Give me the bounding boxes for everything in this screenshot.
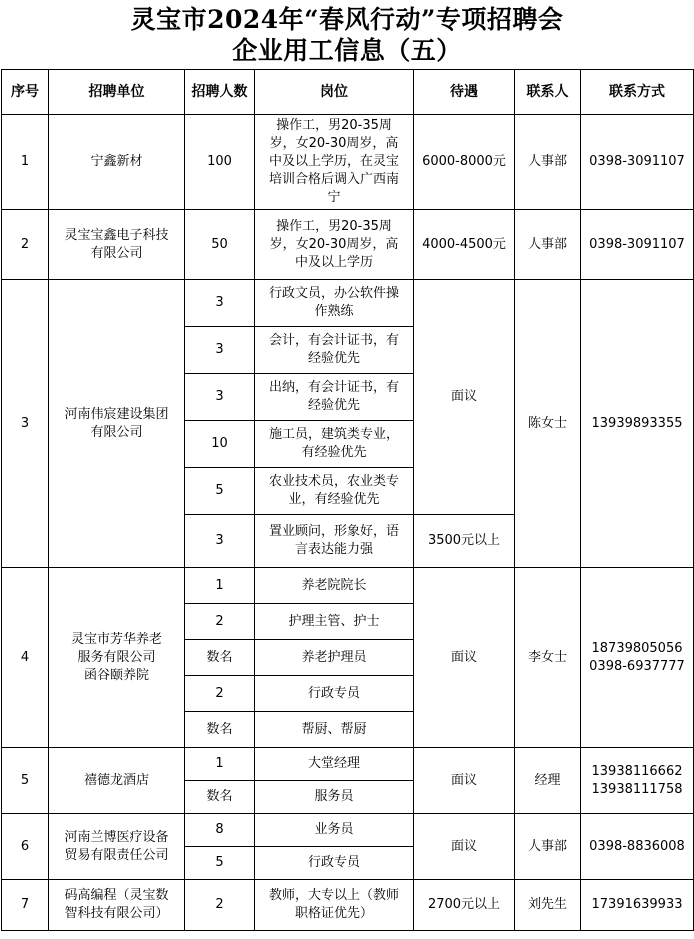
count-cell: 2: [185, 604, 255, 640]
contact-cell: 李女士: [515, 568, 581, 748]
count-cell: 2: [185, 676, 255, 712]
salary-cell: 2700元以上: [414, 880, 515, 931]
position-cell: 养老院院长: [255, 568, 414, 604]
position-cell: 行政专员: [255, 847, 414, 880]
position-cell: 操作工，男20-35周 岁，女20-30周岁，高 中及以上学历: [255, 210, 414, 280]
contact-cell: 人事部: [515, 115, 581, 210]
seq-cell: 7: [2, 880, 49, 931]
company-cell: 河南兰博医疗设备 贸易有限责任公司: [49, 814, 185, 880]
header-count: 招聘人数: [185, 70, 255, 115]
contact-cell: 刘先生: [515, 880, 581, 931]
count-cell: 2: [185, 880, 255, 931]
salary-cell: 面议: [414, 814, 515, 880]
count-cell: 1: [185, 748, 255, 781]
phone-cell: 13939893355: [581, 280, 694, 568]
count-cell: 5: [185, 468, 255, 515]
table-header-row: [2, 70, 694, 115]
count-cell: 数名: [185, 640, 255, 676]
phone-cell: 17391639933: [581, 880, 694, 931]
salary-cell: 4000-4500元: [414, 210, 515, 280]
position-cell: 置业顾问，形象好，语 言表达能力强: [255, 515, 414, 568]
table-row: [2, 568, 694, 604]
seq-cell: 6: [2, 814, 49, 880]
count-cell: 10: [185, 421, 255, 468]
position-cell: 会计，有会计证书，有 经验优先: [255, 327, 414, 374]
header-position: 岗位: [255, 70, 414, 115]
position-cell: 业务员: [255, 814, 414, 847]
table-row: [2, 210, 694, 280]
header-contact: 联系人: [515, 70, 581, 115]
position-cell: 操作工，男20-35周 岁，女20-30周岁，高 中及以上学历，在灵宝 培训合格后调入广西南 宁: [255, 115, 414, 210]
contact-cell: 人事部: [515, 210, 581, 280]
table-row: [2, 814, 694, 847]
seq-cell: 1: [2, 115, 49, 210]
company-cell: 灵宝市芳华养老 服务有限公司 函谷颐养院: [49, 568, 185, 748]
salary-cell: 3500元以上: [414, 515, 515, 568]
phone-cell: 18739805056 0398-6937777: [581, 568, 694, 748]
count-cell: 50: [185, 210, 255, 280]
header-company: 招聘单位: [49, 70, 185, 115]
count-cell: 3: [185, 515, 255, 568]
contact-cell: 经理: [515, 748, 581, 814]
count-cell: 5: [185, 847, 255, 880]
position-cell: 教师，大专以上（教师 职格证优先）: [255, 880, 414, 931]
count-cell: 100: [185, 115, 255, 210]
position-cell: 服务员: [255, 781, 414, 814]
count-cell: 3: [185, 327, 255, 374]
company-cell: 灵宝宝鑫电子科技 有限公司: [49, 210, 185, 280]
phone-cell: 13938116662 13938111758: [581, 748, 694, 814]
phone-cell: 0398-3091107: [581, 115, 694, 210]
table-row: [2, 115, 694, 210]
header-seq: 序号: [2, 70, 49, 115]
count-cell: 数名: [185, 781, 255, 814]
table-row: [2, 748, 694, 781]
recruitment-table: [1, 69, 694, 931]
table-row: [2, 280, 694, 327]
page-title: 灵宝市2024年“春风行动”专项招聘会: [130, 5, 564, 34]
salary-cell: 面议: [414, 748, 515, 814]
position-cell: 护理主管、护士: [255, 604, 414, 640]
company-cell: 禧德龙酒店: [49, 748, 185, 814]
salary-cell: 面议: [414, 280, 515, 515]
position-cell: 农业技术员，农业类专 业，有经验优先: [255, 468, 414, 515]
count-cell: 8: [185, 814, 255, 847]
contact-cell: 陈女士: [515, 280, 581, 568]
phone-cell: 0398-3091107: [581, 210, 694, 280]
count-cell: 数名: [185, 712, 255, 748]
count-cell: 1: [185, 568, 255, 604]
position-cell: 行政专员: [255, 676, 414, 712]
position-cell: 养老护理员: [255, 640, 414, 676]
seq-cell: 4: [2, 568, 49, 748]
position-cell: 出纳，有会计证书，有 经验优先: [255, 374, 414, 421]
position-cell: 行政文员，办公软件操 作熟练: [255, 280, 414, 327]
company-cell: 宁鑫新材: [49, 115, 185, 210]
contact-cell: 人事部: [515, 814, 581, 880]
position-cell: 施工员，建筑类专业， 有经验优先: [255, 421, 414, 468]
table-row: [2, 880, 694, 931]
header-phone: 联系方式: [581, 70, 694, 115]
position-cell: 帮厨、帮厨: [255, 712, 414, 748]
company-cell: 码高编程（灵宝数 智科技有限公司）: [49, 880, 185, 931]
position-cell: 大堂经理: [255, 748, 414, 781]
count-cell: 3: [185, 374, 255, 421]
seq-cell: 2: [2, 210, 49, 280]
phone-cell: 0398-8836008: [581, 814, 694, 880]
seq-cell: 3: [2, 280, 49, 568]
seq-cell: 5: [2, 748, 49, 814]
salary-cell: 面议: [414, 568, 515, 748]
page-subtitle: 企业用工信息（五）: [232, 36, 462, 65]
header-salary: 待遇: [414, 70, 515, 115]
count-cell: 3: [185, 280, 255, 327]
salary-cell: 6000-8000元: [414, 115, 515, 210]
company-cell: 河南伟宸建设集团 有限公司: [49, 280, 185, 568]
